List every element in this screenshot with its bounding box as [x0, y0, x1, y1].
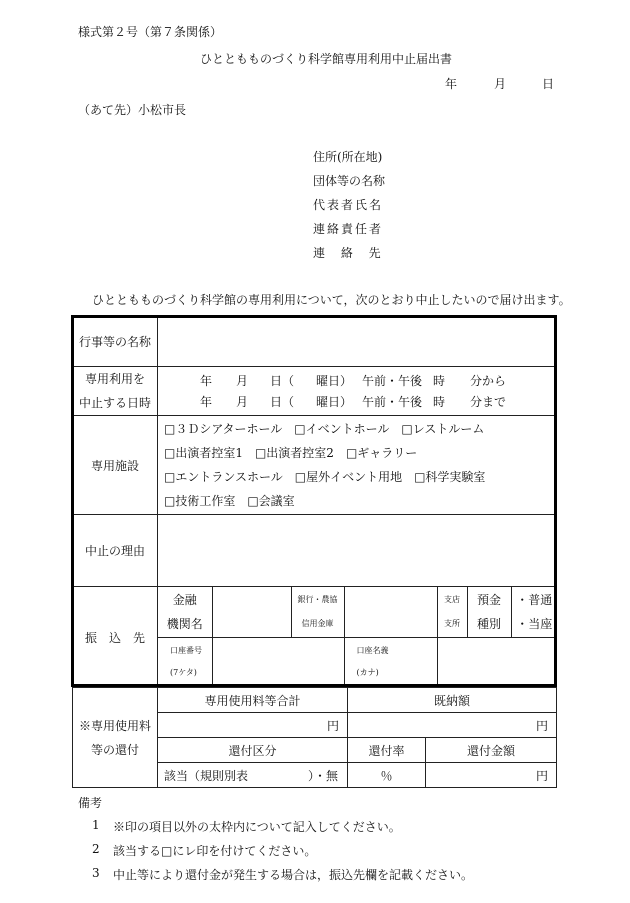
- applicant-address-label: 住所(所在地): [313, 150, 383, 164]
- branch-name-field[interactable]: [344, 587, 437, 637]
- note-text: 中止等により還付金が発生する場合は，振込先欄を記載ください。: [113, 868, 474, 882]
- note-text: 該当する□にレ印を付けてください。: [113, 844, 317, 858]
- branch-type-label: 支店 支所: [437, 587, 467, 637]
- date-year: 年: [445, 77, 458, 91]
- facility-line[interactable]: □３Ｄシアターホール □イベントホール □レストルーム: [164, 422, 485, 436]
- refund-amount-label: 還付金額: [426, 738, 557, 763]
- intro-text: ひとともものづくり科学館の専用利用について，次のとおり中止したいので届け出ます。: [92, 293, 571, 307]
- refund-label: ※専用使用料 等の還付: [73, 688, 158, 788]
- deposit-type-options[interactable]: ・普通 ・当座: [511, 587, 557, 637]
- applicant-contact-person-label: 連絡責任者: [313, 222, 384, 236]
- period-field[interactable]: [158, 367, 557, 416]
- bank-type-label: 銀行・農協 信用金庫: [291, 587, 344, 637]
- note-number: 2: [92, 842, 100, 856]
- paid-field[interactable]: 円: [348, 713, 557, 738]
- refund-amount-field[interactable]: 円: [426, 763, 557, 788]
- transfer-field: [158, 587, 557, 688]
- applicant-contact-label: 連 絡 先: [313, 246, 381, 260]
- reason-label: 中止の理由: [73, 515, 158, 587]
- account-name-field[interactable]: [437, 637, 557, 687]
- applicant-org-label: 団体等の名称: [313, 174, 386, 188]
- account-number-field[interactable]: [212, 637, 344, 687]
- bank-name-field[interactable]: [212, 587, 291, 637]
- notes-heading: 備考: [78, 796, 103, 810]
- fee-total-field[interactable]: 円: [158, 713, 348, 738]
- event-name-label: 行事等の名称: [73, 317, 158, 367]
- bank-institution-label: 金融 機関名: [158, 587, 212, 637]
- refund-category-field[interactable]: 該当（規則別表 ）・無: [158, 763, 348, 788]
- transfer-label: 振 込 先: [73, 587, 158, 688]
- facility-line[interactable]: □出演者控室1 □出演者控室2 □ギャラリー: [164, 446, 418, 460]
- event-name-field[interactable]: [158, 317, 557, 367]
- facility-label: 専用施設: [73, 416, 158, 515]
- period-label: 専用利用を 中止する日時: [73, 367, 158, 416]
- note-text: ※印の項目以外の太枠内について記入してください。: [113, 820, 401, 834]
- note-number: 3: [92, 866, 100, 880]
- facility-line[interactable]: □技術工作室 □会議室: [164, 494, 295, 508]
- account-number-label: 口座番号 (7ケタ): [158, 637, 212, 687]
- refund-rate-field[interactable]: ％: [348, 763, 426, 788]
- fee-total-label: 専用使用料等合計: [158, 688, 348, 713]
- paid-label: 既納額: [348, 688, 557, 713]
- application-table: [72, 316, 557, 688]
- reason-field[interactable]: [158, 515, 557, 587]
- addressee: （あて先）小松市長: [78, 103, 187, 117]
- deposit-type-label: 預金 種別: [467, 587, 511, 637]
- note-number: 1: [92, 818, 100, 832]
- bank-table: [158, 587, 557, 687]
- page-title: ひとともものづくり科学館専用利用中止届出書: [200, 52, 453, 66]
- period-from-row: 年 月 日（ 曜日） 午前・午後 時 分から: [200, 374, 507, 388]
- date-month: 月: [494, 77, 507, 91]
- date-day: 日: [542, 77, 555, 91]
- refund-category-label: 還付区分: [158, 738, 348, 763]
- facility-field[interactable]: [158, 416, 557, 515]
- facility-line[interactable]: □エントランスホール □屋外イベント用地 □科学実験室: [164, 470, 486, 484]
- refund-rate-label: 還付率: [348, 738, 426, 763]
- form-number: 様式第２号（第７条関係）: [78, 25, 223, 39]
- refund-table: [72, 687, 557, 788]
- account-name-label: 口座名義 (カナ): [344, 637, 437, 687]
- applicant-rep-label: 代表者氏名: [313, 198, 384, 212]
- period-to-row: 年 月 日（ 曜日） 午前・午後 時 分まで: [200, 395, 507, 409]
